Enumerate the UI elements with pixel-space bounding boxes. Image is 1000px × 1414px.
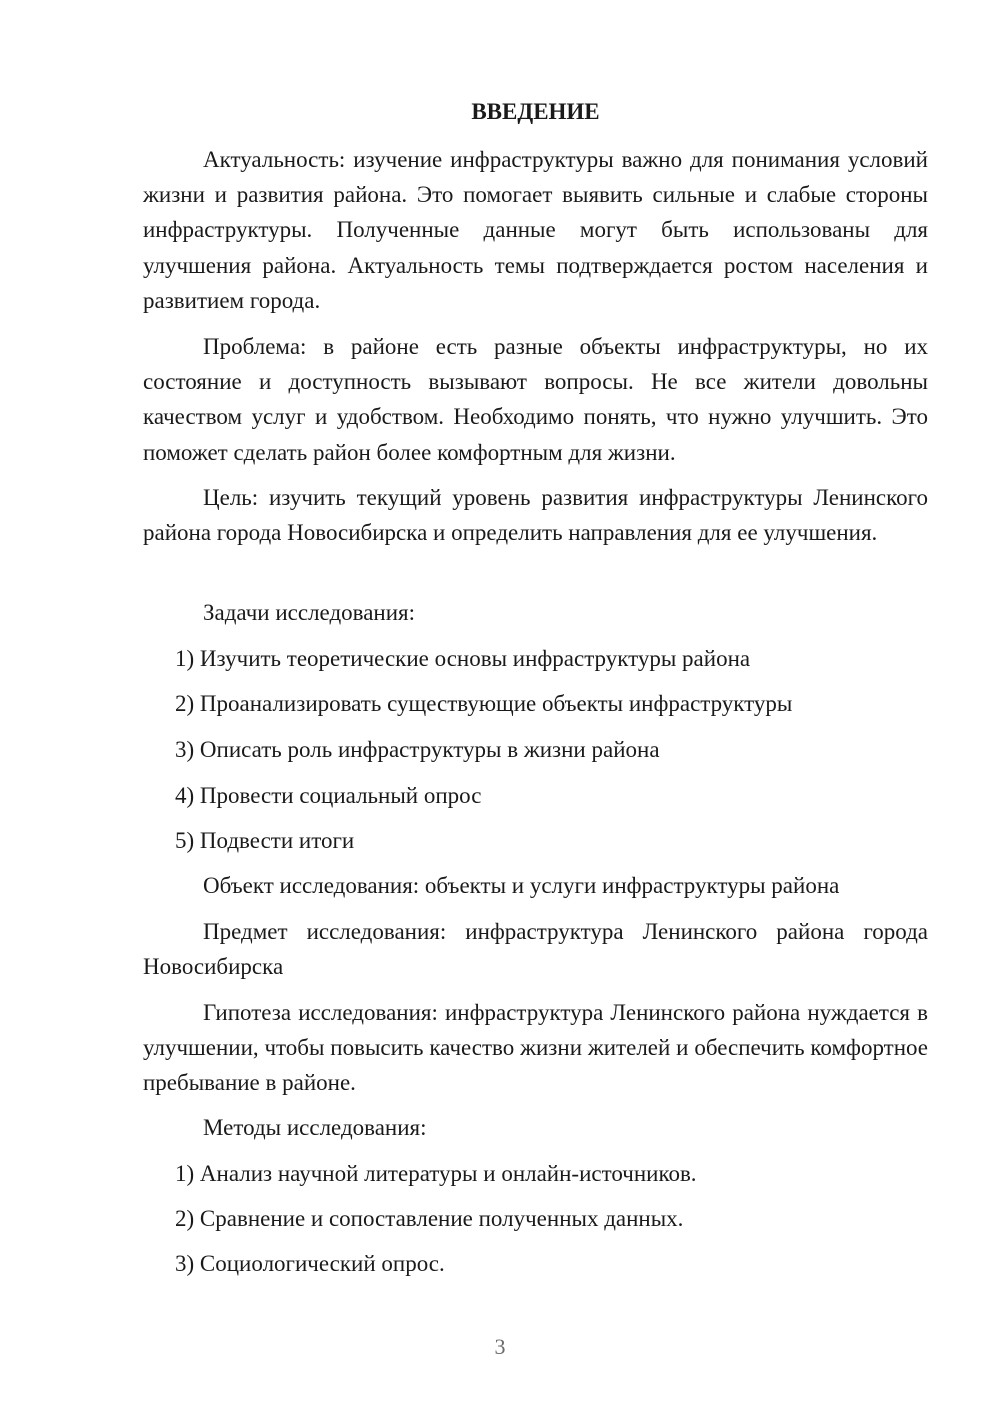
relevance-paragraph: Актуальность: изучение инфраструктуры важно для понимания условий жизни и развития района. Это помогает выявить сильные и слабые стороны инфраструктуры. Полученные данные могут быть использованы для улучшения района. Актуальность темы подтверждается ростом населения и развитием города. xyxy=(143,147,928,313)
object-paragraph: Объект исследования: объекты и услуги инфраструктуры района xyxy=(203,873,840,898)
problem-paragraph: Проблема: в районе есть разные объекты инфраструктуры, но их состояние и доступность вызывают вопросы. Не все жители довольны качеством услуг и удобством. Необходимо понять, что нужно улучшить. Это поможет сделать район более комфортным для жизни. xyxy=(143,334,928,465)
page-number: 3 xyxy=(494,1334,506,1359)
task-item-2: 2) Проанализировать существующие объекты инфраструктуры xyxy=(175,691,793,716)
goal-paragraph: Цель: изучить текущий уровень развития инфраструктуры Ленинского района города Новосибирска и определить направления для ее улучшения. xyxy=(143,485,928,546)
task-item-5: 5) Подвести итоги xyxy=(175,828,355,853)
task-item-1: 1) Изучить теоретические основы инфраструктуры района xyxy=(175,646,751,671)
methods-heading: Методы исследования: xyxy=(203,1115,427,1140)
method-item-2: 2) Сравнение и сопоставление полученных данных. xyxy=(175,1206,684,1231)
section-title: ВВЕДЕНИЕ xyxy=(471,99,600,124)
hypothesis-paragraph: Гипотеза исследования: инфраструктура Ленинского района нуждается в улучшении, чтобы повысить качество жизни жителей и обеспечить комфортное пребывание в районе. xyxy=(143,1000,928,1096)
task-item-3: 3) Описать роль инфраструктуры в жизни района xyxy=(175,737,660,762)
task-item-4: 4) Провести социальный опрос xyxy=(175,783,482,808)
document-page xyxy=(143,0,928,1414)
method-item-3: 3) Социологический опрос. xyxy=(175,1251,445,1276)
tasks-heading: Задачи исследования: xyxy=(203,600,416,625)
method-item-1: 1) Анализ научной литературы и онлайн-источников. xyxy=(175,1161,697,1186)
subject-paragraph: Предмет исследования: инфраструктура Ленинского района города Новосибирска xyxy=(143,919,928,980)
